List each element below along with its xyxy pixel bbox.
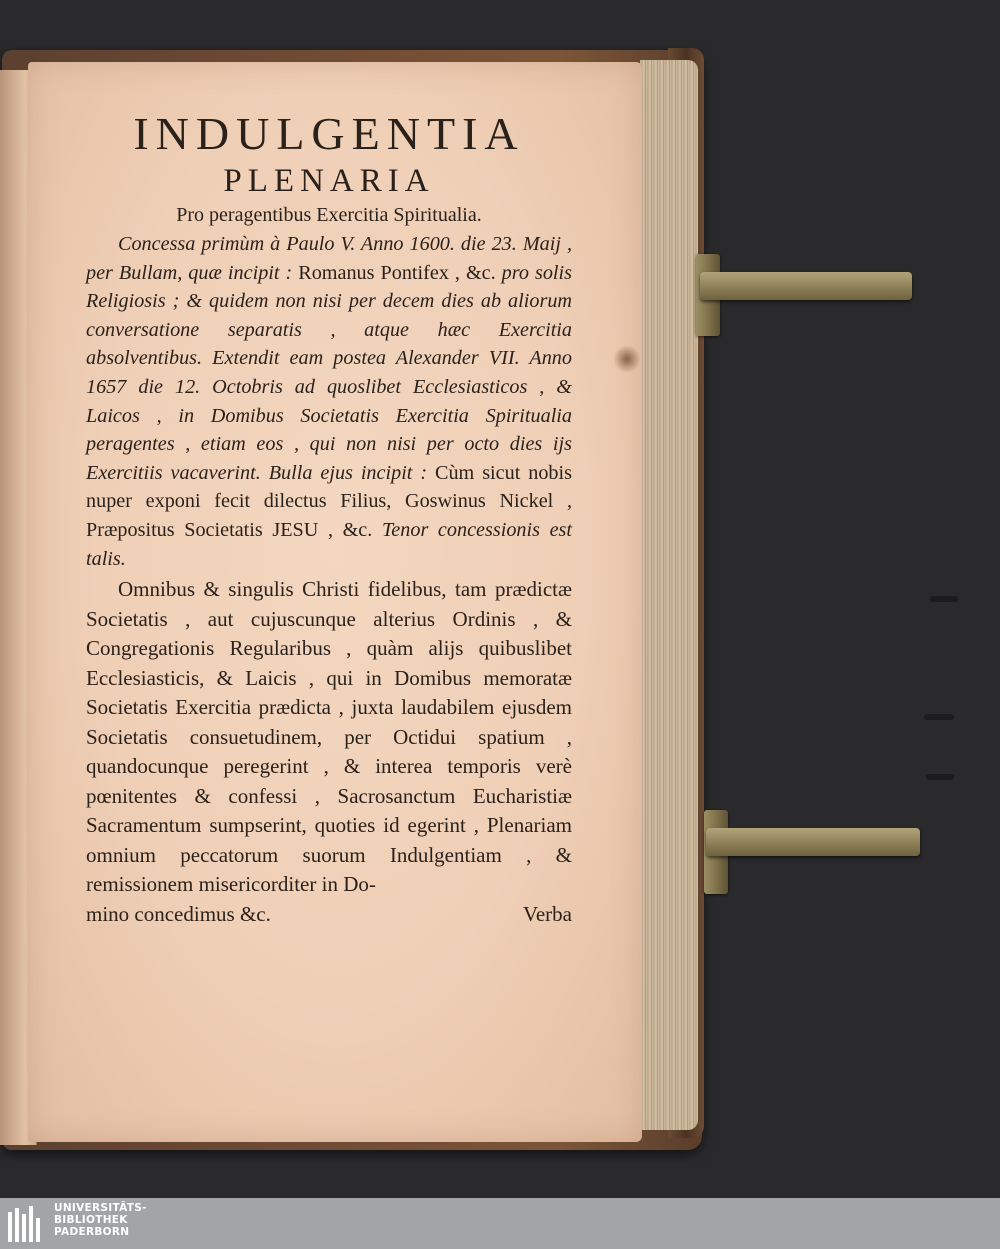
title-plenaria: PLENARIA	[223, 163, 435, 199]
paragraph-tail: Tenor concessionis est talis.	[86, 518, 573, 570]
bull-incipit-cum-sicut: Cùm sicut nobis nuper exponi fecit dilectus Filius, Goswinus Nickel , Præpositus Societatis JESU , &c.	[86, 461, 572, 541]
page-text-block	[86, 108, 572, 929]
page-edges	[640, 60, 698, 1130]
library-logo-icon	[6, 1204, 46, 1244]
last-line	[86, 900, 572, 929]
library-name-line3: PADERBORN	[54, 1226, 130, 1238]
background-mark	[930, 596, 958, 602]
catchword: Verba	[523, 901, 572, 926]
background-mark	[924, 714, 954, 720]
library-name-line1: UNIVERSITÄTS-	[54, 1202, 147, 1214]
bull-incipit-romanus: Romanus Pontifex , &c.	[298, 261, 502, 284]
subtitle: Pro peragentibus Exercitia Spiritualia.	[176, 204, 482, 226]
library-name	[54, 1202, 147, 1238]
paragraph-grant-text: Omnibus & singulis Christi fidelibus, tam prædictæ Societatis , aut cujuscunque alterius Ordinis , & Congregationis Regularibus , quàm alijs quibuslibet Ecclesiasticis, & Laicis , qui in Domibus memoratæ Societatis Exercitia prædicta , juxta laudabilem ejusdem Societatis consuetudinem, per Octidui spatium , quandocunque peregerint , & interea temporis verè pœnitentes & confessi , Sacrosanctum Eucharistiæ Sacramentum sumpserint, quoties id egerint , Plenariam omnium peccatorum suorum Indulgentiam , & remissionem misericorditer in Do-	[86, 577, 572, 897]
closing-phrase: mino concedimus &c.	[86, 901, 271, 926]
title-indulgentia: INDULGENTIA	[133, 108, 525, 159]
library-name-line2: BIBLIOTHEK	[54, 1214, 128, 1226]
paragraph-lead: Concessa primùm à Paulo V. Anno 1600. die 23. Maij , per Bullam, quæ incipit :	[86, 233, 572, 284]
footer-bar	[0, 1198, 1000, 1249]
background-mark	[926, 774, 954, 780]
page-stain	[614, 344, 640, 374]
paragraph-middle: pro solis Religiosis ; & quidem non nisi per decem dies ab aliorum conversatione separatis , atque hæc Exercitia absolventibus. Extendit eam postea Alexander VII. Anno 1657 die 12. Octobris ad quoslibet Ecclesiasticos , & Laicos , in Domibus Societatis Exercitia Spiritualia peragentes , etiam eos , qui non nisi per octo dies ijs Exercitiis vacaverint. Bulla ejus incipit :	[86, 261, 572, 484]
paragraph-concession-history	[86, 230, 572, 573]
